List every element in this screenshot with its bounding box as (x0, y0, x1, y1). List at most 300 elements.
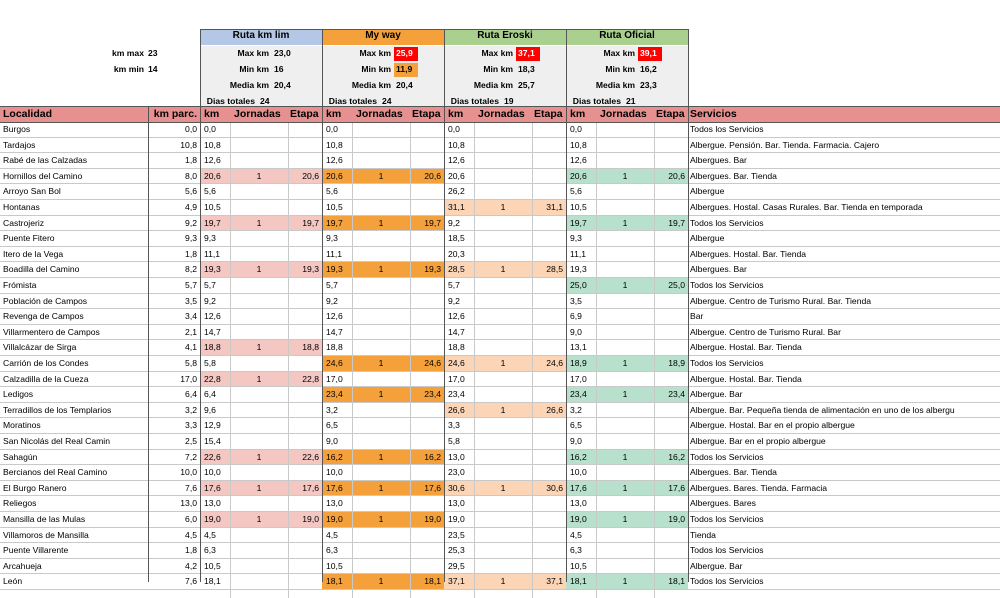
row-km: 17,0 (570, 373, 587, 384)
row-etapa (288, 294, 322, 310)
row-km: 23,5 (448, 529, 465, 540)
route-stat-label: Max km (359, 48, 391, 58)
grid-line (0, 106, 1000, 107)
row-km: 0,0 (448, 124, 460, 134)
row-km: 9,2 (326, 295, 338, 306)
row-km: 10,5 (570, 560, 587, 571)
row-jornadas: 1 (230, 372, 288, 388)
row-jornadas (596, 262, 654, 278)
row-jornadas (596, 231, 654, 247)
row-jornadas (474, 278, 532, 294)
row-servicios: Albergue. Bar. Pequeña tienda de alimentación en uno de los albergu (690, 404, 955, 415)
row-servicios: Tienda (690, 529, 716, 540)
row-localidad: Arcahueja (3, 560, 42, 571)
row-localidad: Villarmentero de Campos (3, 326, 100, 337)
row-etapa (532, 543, 566, 559)
row-etapa: 28,5 (532, 262, 566, 278)
row-etapa: 31,1 (532, 200, 566, 216)
row-km-parc: 4,5 (185, 529, 197, 540)
row-km: 10,5 (326, 202, 343, 212)
grid-line (288, 122, 289, 598)
row-etapa (532, 247, 566, 263)
header-etapa: Etapa (532, 106, 566, 122)
row-servicios: Albergue. Hostal. Bar. Tienda (690, 342, 802, 353)
row-localidad: Ledigos (3, 389, 34, 400)
row-km-parc: 3,4 (185, 311, 197, 322)
row-jornadas: 1 (230, 512, 288, 528)
row-etapa (654, 559, 688, 575)
row-jornadas: 1 (352, 356, 410, 372)
row-etapa: 18,1 (654, 574, 688, 590)
row-etapa (532, 387, 566, 403)
row-servicios: Todos los Servicios (690, 280, 764, 290)
route-stat-label: Max km (237, 48, 269, 58)
row-km: 5,8 (448, 436, 460, 446)
row-jornadas (596, 496, 654, 512)
row-km: 6,4 (204, 389, 216, 400)
row-servicios: Albergues. Bares (690, 498, 756, 509)
row-km: 18,1 (204, 576, 221, 587)
row-jornadas (352, 465, 410, 481)
route-stat-label: Min km (361, 64, 391, 74)
row-jornadas (352, 200, 410, 216)
row-etapa (410, 403, 444, 419)
row-etapa (532, 559, 566, 575)
row-km: 16,2 (566, 450, 596, 466)
row-jornadas (230, 309, 288, 325)
row-servicios: Albergue. Hostal. Bar en el propio albergue (690, 420, 855, 431)
row-jornadas (474, 325, 532, 341)
row-km-parc: 2,1 (185, 326, 197, 337)
row-etapa (654, 496, 688, 512)
row-jornadas: 1 (230, 262, 288, 278)
row-etapa (654, 543, 688, 559)
row-etapa (654, 528, 688, 544)
row-localidad: Hornillos del Camino (3, 170, 83, 181)
row-localidad: Burgos (3, 124, 31, 134)
row-km: 10,5 (570, 202, 587, 212)
row-km: 9,0 (570, 436, 582, 446)
row-km-parc: 5,7 (185, 280, 197, 290)
header-jornadas: Jornadas (352, 106, 410, 122)
row-km-parc: 8,0 (185, 170, 197, 181)
row-jornadas (474, 340, 532, 356)
row-km: 26,6 (444, 403, 474, 419)
row-jornadas (230, 294, 288, 310)
row-jornadas (474, 387, 532, 403)
row-etapa (288, 325, 322, 341)
row-km: 12,6 (204, 155, 221, 166)
row-km-parc: 3,5 (185, 295, 197, 306)
row-jornadas: 1 (352, 387, 410, 403)
row-etapa (288, 356, 322, 372)
row-km: 10,8 (570, 139, 587, 150)
route-stat-label: Dias totales (572, 96, 621, 106)
row-km: 5,7 (204, 280, 216, 290)
row-km: 12,6 (204, 311, 221, 322)
row-etapa (410, 434, 444, 450)
row-jornadas (230, 231, 288, 247)
row-jornadas (474, 231, 532, 247)
row-etapa (654, 262, 688, 278)
row-etapa: 25,0 (654, 278, 688, 294)
row-localidad: El Burgo Ranero (3, 482, 67, 493)
row-servicios: Albergues. Bar (690, 264, 747, 275)
row-localidad: Terradillos de los Templarios (3, 404, 112, 415)
row-etapa: 19,3 (288, 262, 322, 278)
row-jornadas (596, 200, 654, 216)
row-servicios: Albergues. Bares. Tienda. Farmacia (690, 482, 828, 493)
row-jornadas: 1 (230, 169, 288, 185)
row-servicios: Albergue. Hostal. Bar. Tienda (690, 373, 802, 384)
grid-line (688, 106, 689, 582)
row-servicios: Albergue. Centro de Turismo Rural. Bar. Tienda (690, 295, 872, 306)
row-jornadas (230, 387, 288, 403)
row-km: 0,0 (204, 124, 216, 134)
route-stat-value: 18,3 (518, 64, 535, 74)
row-jornadas: 1 (474, 262, 532, 278)
row-jornadas (352, 434, 410, 450)
row-jornadas: 1 (596, 387, 654, 403)
row-km: 6,9 (570, 311, 582, 322)
row-localidad: Villalcázar de Sirga (3, 342, 77, 353)
row-jornadas (474, 184, 532, 200)
row-etapa (288, 465, 322, 481)
row-km-parc: 10,0 (180, 467, 197, 478)
row-jornadas (352, 543, 410, 559)
row-km: 5,7 (326, 280, 338, 290)
row-localidad: Mansilla de las Mulas (3, 514, 86, 524)
row-jornadas (596, 528, 654, 544)
row-km-parc: 7,6 (185, 482, 197, 493)
row-localidad: Bercianos del Real Camino (3, 467, 108, 478)
row-km: 12,9 (204, 420, 221, 431)
route-stat-label: Media km (351, 80, 391, 90)
row-km: 6,3 (570, 545, 582, 556)
row-km: 16,2 (322, 450, 352, 466)
row-km: 5,6 (204, 186, 216, 197)
row-jornadas (230, 200, 288, 216)
row-km-parc: 2,5 (185, 436, 197, 446)
row-jornadas (230, 153, 288, 169)
header-etapa: Etapa (410, 106, 444, 122)
row-km-parc: 7,6 (185, 576, 197, 587)
row-localidad: Tardajos (3, 139, 36, 150)
row-jornadas: 1 (352, 481, 410, 497)
row-jornadas (352, 122, 410, 138)
row-localidad: León (3, 576, 23, 587)
row-jornadas: 1 (230, 340, 288, 356)
row-localidad: Población de Campos (3, 295, 88, 306)
row-jornadas (596, 465, 654, 481)
row-servicios: Albergues. Bar. Tienda (690, 467, 777, 478)
row-etapa: 17,6 (288, 481, 322, 497)
grid-line (200, 106, 201, 582)
row-etapa (532, 496, 566, 512)
header-etapa: Etapa (288, 106, 322, 122)
row-km: 10,8 (326, 139, 343, 150)
row-km: 14,7 (204, 326, 221, 337)
row-km: 14,7 (326, 326, 343, 337)
row-etapa (288, 138, 322, 154)
row-jornadas (474, 465, 532, 481)
route-stat-value: 23,0 (274, 48, 291, 58)
grid-line (654, 122, 655, 598)
row-km: 20,3 (448, 248, 465, 259)
header-jornadas: Jornadas (596, 106, 654, 122)
row-km: 5,7 (448, 280, 460, 290)
row-km-parc: 7,2 (185, 451, 197, 462)
row-etapa (532, 340, 566, 356)
route-stat-value: 25,9 (394, 47, 418, 61)
row-km: 10,8 (204, 139, 221, 150)
row-etapa (654, 184, 688, 200)
row-jornadas: 1 (352, 216, 410, 232)
row-jornadas (474, 496, 532, 512)
row-jornadas: 1 (596, 169, 654, 185)
row-km-parc: 6,4 (185, 389, 197, 400)
row-etapa (410, 231, 444, 247)
row-etapa (532, 309, 566, 325)
row-km: 3,2 (326, 404, 338, 415)
row-servicios: Albergues. Hostal. Bar. Tienda (690, 248, 807, 259)
row-km: 9,2 (448, 217, 460, 228)
row-etapa: 22,8 (288, 372, 322, 388)
row-jornadas (596, 294, 654, 310)
row-jornadas (474, 434, 532, 450)
row-etapa: 18,9 (654, 356, 688, 372)
row-servicios: Todos los Servicios (690, 217, 764, 228)
row-km-parc: 4,1 (185, 342, 197, 353)
row-jornadas (474, 450, 532, 466)
row-jornadas (596, 372, 654, 388)
row-etapa: 19,0 (654, 512, 688, 528)
grid-line (566, 106, 567, 582)
row-etapa: 18,8 (288, 340, 322, 356)
row-jornadas (474, 216, 532, 232)
row-etapa (288, 122, 322, 138)
row-jornadas: 1 (596, 450, 654, 466)
row-jornadas (352, 153, 410, 169)
row-jornadas (230, 418, 288, 434)
grid-line (0, 122, 1000, 123)
row-km: 28,5 (444, 262, 474, 278)
row-jornadas: 1 (474, 403, 532, 419)
row-etapa (532, 231, 566, 247)
row-km: 5,6 (326, 186, 338, 197)
row-km: 26,2 (448, 186, 465, 197)
header-servicios: Servicios (688, 106, 1000, 122)
row-jornadas: 1 (352, 512, 410, 528)
grid-line (410, 122, 411, 598)
row-servicios: Albergue. Bar en el propio albergue (690, 436, 826, 446)
row-km: 10,5 (204, 202, 221, 212)
row-jornadas (474, 528, 532, 544)
header-km: km (322, 106, 352, 122)
row-km: 17,0 (448, 373, 465, 384)
row-jornadas: 1 (230, 450, 288, 466)
route-title: Ruta Eroski (444, 29, 566, 45)
row-km: 9,3 (326, 233, 338, 244)
row-jornadas (352, 294, 410, 310)
row-etapa (654, 434, 688, 450)
row-jornadas (352, 247, 410, 263)
row-etapa: 19,7 (288, 216, 322, 232)
row-etapa: 22,6 (288, 450, 322, 466)
grid-line (444, 106, 445, 582)
grid-line (474, 122, 475, 598)
row-etapa (410, 184, 444, 200)
header-km-parc: km parc. (148, 106, 200, 122)
row-km: 18,1 (566, 574, 596, 590)
row-km: 22,6 (200, 450, 230, 466)
row-km: 4,5 (326, 529, 338, 540)
row-jornadas: 1 (596, 574, 654, 590)
row-km: 0,0 (570, 124, 582, 134)
row-km: 12,6 (448, 155, 465, 166)
route-stat-value: 16,2 (640, 64, 657, 74)
row-km: 18,5 (448, 233, 465, 244)
row-jornadas: 1 (596, 356, 654, 372)
row-servicios: Albergue. Pensión. Bar. Tienda. Farmacia. Cajero (690, 139, 880, 150)
route-stat-value: 16 (274, 64, 284, 74)
row-km: 12,6 (570, 155, 587, 166)
row-etapa (288, 434, 322, 450)
row-jornadas (230, 574, 288, 590)
header-jornadas: Jornadas (230, 106, 288, 122)
row-jornadas: 1 (352, 262, 410, 278)
header-etapa: Etapa (654, 106, 688, 122)
row-jornadas (352, 403, 410, 419)
row-km: 19,7 (566, 216, 596, 232)
row-km: 10,8 (448, 139, 465, 150)
route-stat-label: Min km (239, 64, 269, 74)
row-jornadas (474, 138, 532, 154)
row-etapa (654, 138, 688, 154)
route-stat-label: Media km (473, 80, 513, 90)
row-jornadas (596, 543, 654, 559)
row-jornadas (230, 496, 288, 512)
row-km: 3,5 (570, 295, 582, 306)
row-etapa (288, 200, 322, 216)
row-km: 5,6 (570, 186, 582, 197)
row-etapa: 17,6 (410, 481, 444, 497)
row-etapa (410, 122, 444, 138)
row-km: 11,1 (204, 248, 221, 259)
row-km: 19,3 (200, 262, 230, 278)
row-etapa (654, 231, 688, 247)
row-etapa (532, 418, 566, 434)
row-km: 12,6 (326, 155, 343, 166)
route-stat-value: 24 (382, 96, 392, 106)
row-jornadas (596, 247, 654, 263)
row-etapa: 20,6 (288, 169, 322, 185)
row-etapa (532, 325, 566, 341)
row-km: 3,3 (448, 420, 460, 431)
row-etapa (532, 434, 566, 450)
row-localidad: Calzadilla de la Cueza (3, 373, 89, 384)
row-km: 23,4 (322, 387, 352, 403)
row-jornadas: 1 (474, 574, 532, 590)
route-stat-label: Min km (605, 64, 635, 74)
row-km-parc: 4,2 (185, 560, 197, 571)
row-etapa: 19,0 (410, 512, 444, 528)
row-etapa: 30,6 (532, 481, 566, 497)
row-jornadas: 1 (596, 481, 654, 497)
row-km-parc: 13,0 (180, 498, 197, 509)
row-etapa (410, 559, 444, 575)
row-etapa (288, 387, 322, 403)
row-km-parc: 9,3 (185, 233, 197, 244)
grid-line (352, 122, 353, 598)
grid-line (532, 122, 533, 598)
row-km: 24,6 (444, 356, 474, 372)
row-km: 19,7 (322, 216, 352, 232)
row-km: 24,6 (322, 356, 352, 372)
row-etapa (288, 528, 322, 544)
row-km: 19,7 (200, 216, 230, 232)
row-etapa (532, 184, 566, 200)
row-etapa (654, 200, 688, 216)
row-jornadas: 1 (230, 481, 288, 497)
row-km: 13,0 (448, 451, 465, 462)
row-servicios: Todos los Servicios (690, 358, 764, 368)
grid-line (0, 589, 1000, 590)
route-stat-label: Min km (483, 64, 513, 74)
row-jornadas (474, 559, 532, 575)
row-km-parc: 17,0 (180, 373, 197, 384)
row-km-parc: 0,0 (185, 124, 197, 134)
row-etapa (410, 309, 444, 325)
row-jornadas (230, 356, 288, 372)
row-jornadas (230, 465, 288, 481)
row-etapa (532, 278, 566, 294)
row-km: 19,3 (570, 264, 587, 275)
row-etapa (288, 309, 322, 325)
row-km: 25,0 (566, 278, 596, 294)
row-jornadas: 1 (230, 216, 288, 232)
row-servicios: Albergue. Centro de Turismo Rural. Bar (690, 326, 841, 337)
route-title: Ruta Oficial (566, 29, 688, 45)
row-jornadas (352, 278, 410, 294)
row-jornadas (352, 325, 410, 341)
row-km: 25,3 (448, 545, 465, 556)
row-etapa (654, 153, 688, 169)
row-km: 13,0 (448, 498, 465, 509)
row-servicios: Albergue (690, 233, 725, 244)
row-etapa (654, 122, 688, 138)
row-etapa (532, 216, 566, 232)
row-servicios: Albergue (690, 186, 725, 197)
row-km-parc: 9,2 (185, 217, 197, 228)
row-jornadas (596, 309, 654, 325)
row-jornadas (596, 340, 654, 356)
row-etapa (410, 418, 444, 434)
row-etapa (288, 496, 322, 512)
row-jornadas (596, 559, 654, 575)
row-etapa: 17,6 (654, 481, 688, 497)
row-jornadas (352, 559, 410, 575)
row-jornadas (230, 325, 288, 341)
row-etapa: 26,6 (532, 403, 566, 419)
row-etapa: 20,6 (654, 169, 688, 185)
row-etapa (410, 372, 444, 388)
row-servicios: Todos los Servicios (690, 451, 764, 462)
row-jornadas: 1 (352, 450, 410, 466)
row-km: 19,0 (448, 514, 465, 524)
row-localidad: Castrojeriz (3, 217, 45, 228)
row-etapa (410, 325, 444, 341)
